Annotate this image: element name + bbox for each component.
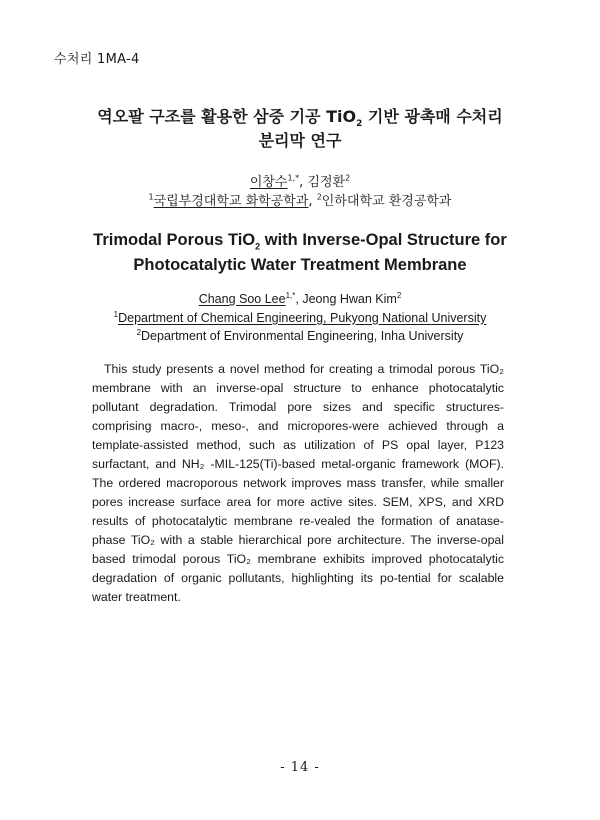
title-korean-line1: 역오팔 구조를 활용한 삼중 기공 TiO$_2$ 기반 광촉매 수처리 xyxy=(97,107,503,130)
affiliation-2-en: Department of Environmental Engineering, Inha University xyxy=(141,329,464,343)
author-presenter-kr: 이창수 xyxy=(249,175,288,190)
authors-korean xyxy=(0,173,600,211)
title-english-line2: Photocatalytic Water Treatment Membrane xyxy=(133,256,467,274)
title-korean-line2: 분리막 연구 xyxy=(258,131,342,150)
author-presenter-en: Chang Soo Lee xyxy=(198,292,286,306)
author-coauthor-kr: 김정환 xyxy=(307,175,346,190)
affiliation-1-kr: 국립부경대학교 화학공학과 xyxy=(153,194,309,209)
title-korean xyxy=(0,105,600,153)
title-english xyxy=(0,228,600,278)
title-english-line1: Trimodal Porous TiO$_2$ with Inverse-Opal Structure for xyxy=(93,231,507,252)
session-code: 수처리 1MA-4 xyxy=(54,52,140,67)
affiliation-1-en-line: $^1$Department of Chemical Engineering, Pukyong National University xyxy=(113,309,487,325)
page-number: - 14 - xyxy=(280,760,320,775)
author-coauthor-en: Jeong Hwan Kim xyxy=(302,292,397,306)
abstract-text: This study presents a novel method for creating a trimodal porous TiO₂ membrane with an inverse-opal structure to enhance photocatalytic pollutant degradation. Trimodal pore sizes and specific structures-comprising macro-, meso-, and micropores-were achieved through a template-assisted method, such as utilization of PS opal layer, P123 surfactant, and NH₂ -MIL-125(Ti)-based metal-organic framework (MOF). The ordered macroporous network improves mass transfer, while smaller pores increase surface area for more active sites. SEM, XPS, and XRD results of photocatalytic membrane re-vealed the formation of anatase-phase TiO₂ with a stable hierarchical pore architecture. The inverse-opal based trimodal porous TiO₂ membrane exhibits improved photocatalytic degradation of organic pollutants, highlighting its po-tential for scalable water treatment. xyxy=(92,362,504,604)
affiliation-2-kr: 인하대학교 환경공학과 xyxy=(321,194,452,209)
abstract xyxy=(92,360,504,607)
affiliation-1-en: Department of Chemical Engineering, Pukyong National University xyxy=(118,310,487,325)
author-list-korean: 이창수$^{1,*}$, 김정환$^2$ xyxy=(249,173,351,190)
authors-english xyxy=(0,290,600,346)
affiliation-2-en-line: $^2$Department of Environmental Engineering, Inha University xyxy=(136,327,464,343)
author-list-english: Chang Soo Lee$^{1,*}$, Jeong Hwan Kim$^2$ xyxy=(198,290,402,306)
affiliations-korean: $^1$국립부경대학교 화학공학과, $^2$인하대학교 환경공학과 xyxy=(148,192,452,209)
